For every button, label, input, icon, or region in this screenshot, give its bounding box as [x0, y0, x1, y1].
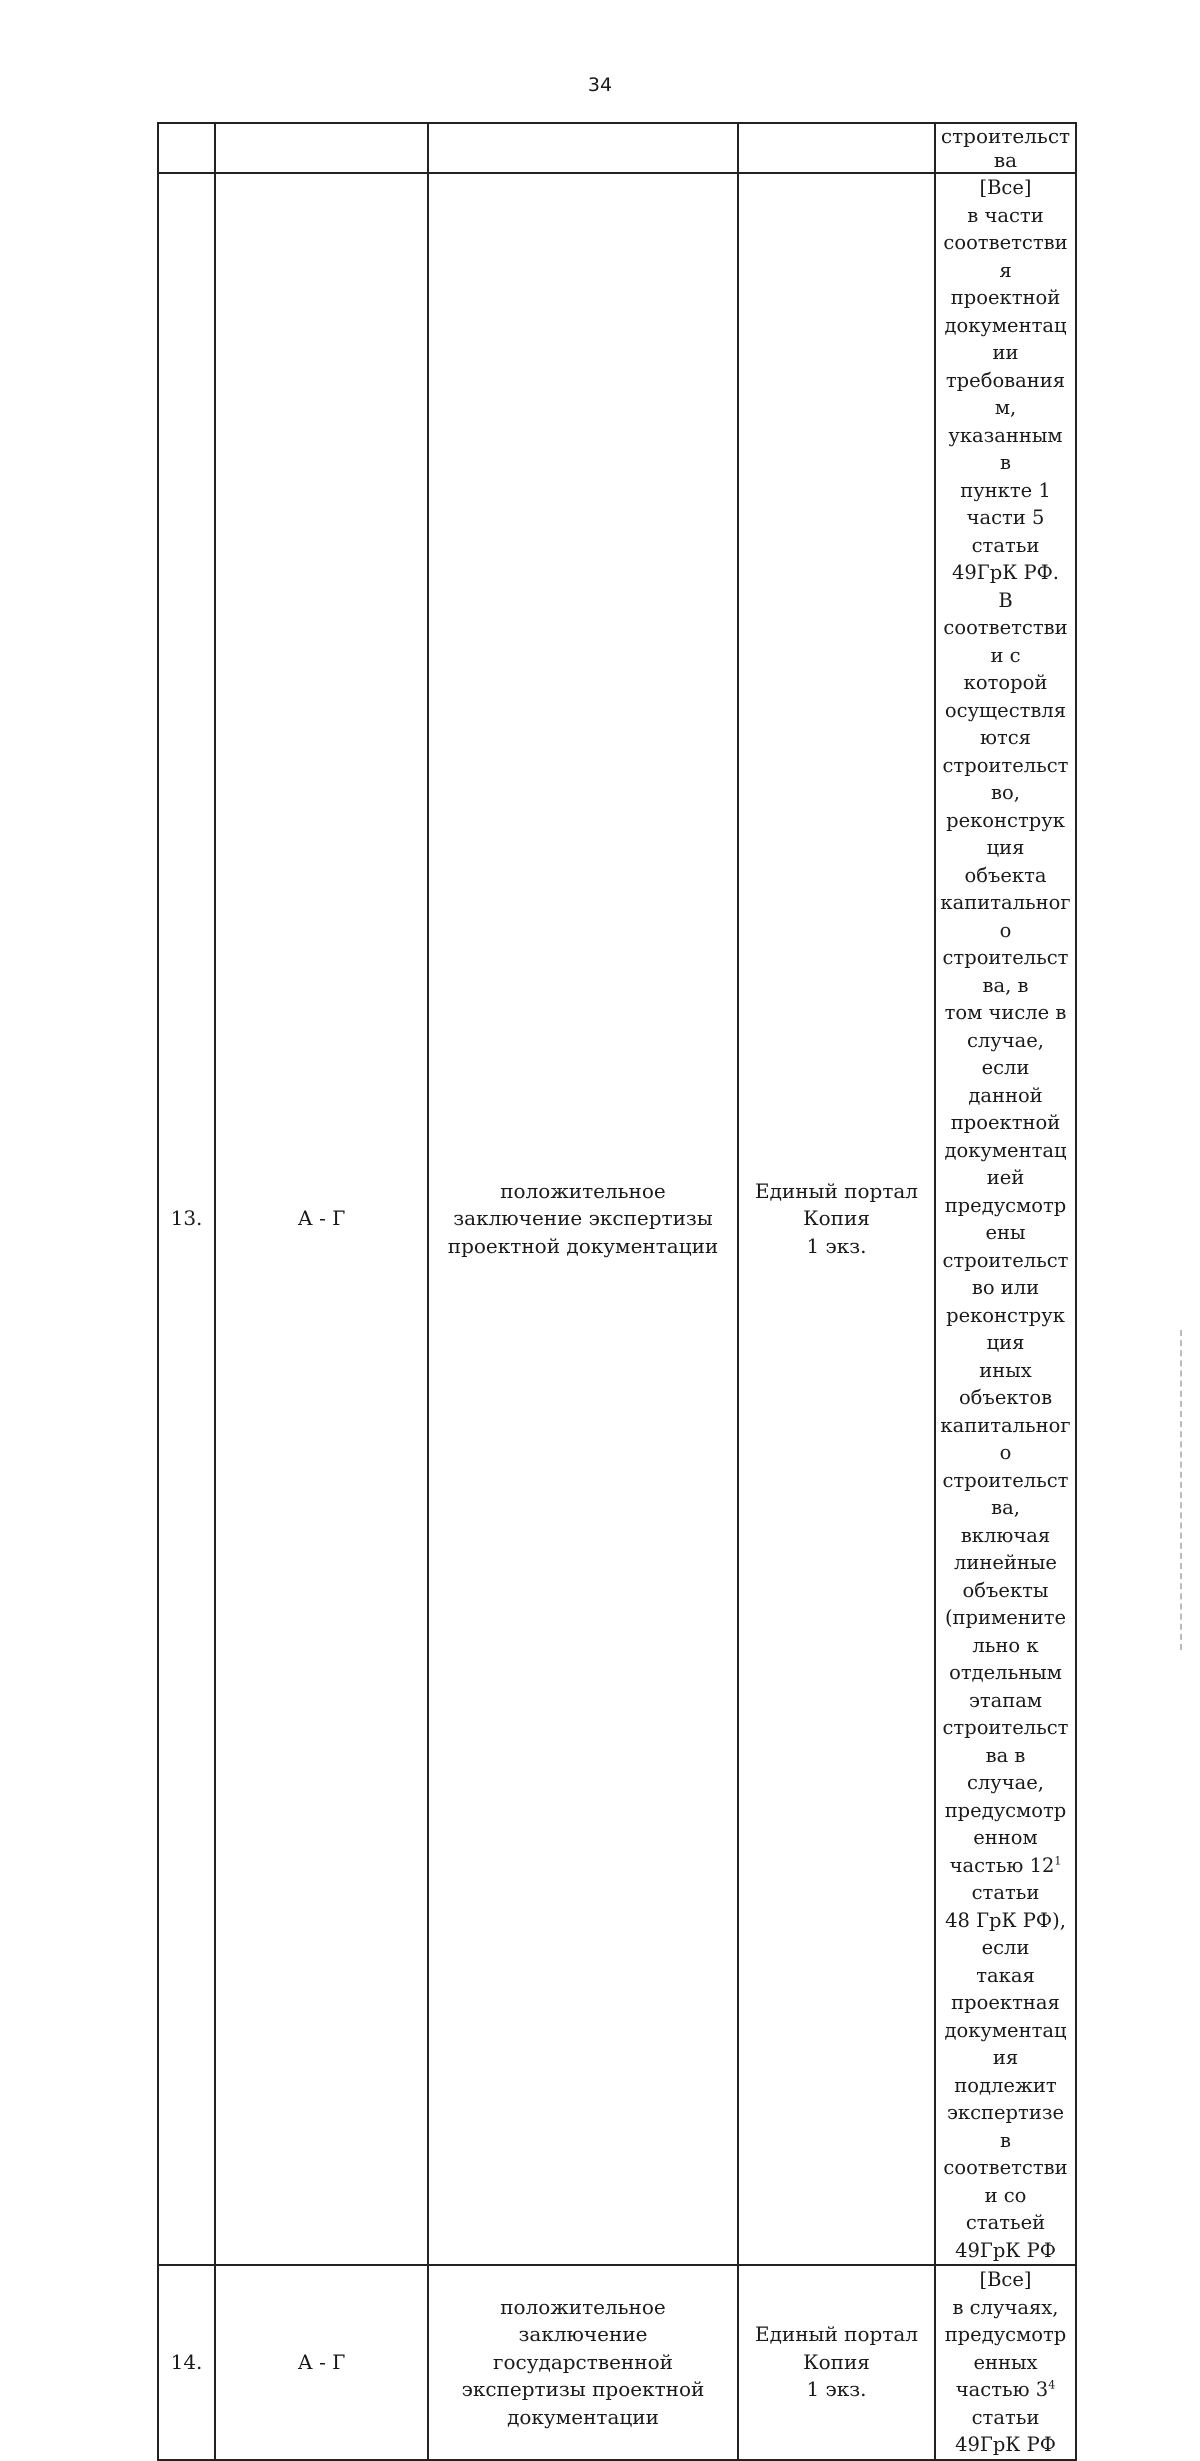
- submission-form: [738, 173, 935, 2265]
- table-row: [158, 173, 1076, 2265]
- conditions-text-part2: статьи 48 ГрК РФ), если такая проектная документация подлежит экспертизе в соответствии со статьей 49ГрК РФ: [943, 1881, 1068, 2262]
- submission-form: [738, 2265, 935, 2460]
- row-number: 14.: [158, 2265, 215, 2460]
- conditions-superscript: 4: [1048, 2378, 1056, 2392]
- conditions-text-part2: статьи 49ГрК РФ: [955, 2405, 1056, 2456]
- documents-table: [157, 122, 1077, 2461]
- conditions: [935, 2265, 1076, 2460]
- table-row-continued: [158, 123, 1076, 173]
- form-copies: 1 экз.: [806, 2377, 867, 2401]
- form-copies: 1 экз.: [806, 1233, 867, 1258]
- applicant-category: А - Г: [215, 173, 428, 2265]
- cell-document: [428, 123, 738, 173]
- conditions-text-part1: [Все] в случаях, предусмотренных частью 3: [944, 2268, 1067, 2401]
- page-number: 34: [587, 74, 613, 96]
- form-channel: Единый портал: [754, 1178, 919, 1203]
- conditions-text-part1: [Все] в части соответствия проектной документации требованиям, указанным в пункте 1 части 5 статьи 49ГрК РФ. В соответствии с которой осуществляются строительство, реконструкция объекта капитального строительства, в том числе в случае, если данной проектной документацией предусмотрены строительство или реконструкция иных объектов капитального строительства, включая линейные объекты (применительно к отдельным этапам строительства в случае, предусмотренном частью 12: [940, 176, 1071, 1877]
- cell-category: [215, 123, 428, 173]
- row-number: 13.: [158, 173, 215, 2265]
- form-channel: Единый портал: [754, 2322, 919, 2346]
- form-type: Копия: [803, 1206, 870, 1231]
- document-name: положительное заключение экспертизы проектной документации: [428, 173, 738, 2265]
- cell-num: [158, 123, 215, 173]
- cell-form: [738, 123, 935, 173]
- conditions: [935, 173, 1076, 2265]
- cell-conditions: строительства: [935, 123, 1076, 173]
- document-name: положительное заключение государственной экспертизы проектной документации: [428, 2265, 738, 2460]
- conditions-text: [940, 174, 1071, 2264]
- table-row: [158, 2265, 1076, 2460]
- applicant-category: А - Г: [215, 2265, 428, 2460]
- conditions-superscript: 1: [1054, 1854, 1062, 1867]
- conditions-text: [940, 2266, 1071, 2459]
- form-type: Копия: [803, 2349, 870, 2374]
- scan-edge-marks: [1180, 1330, 1186, 1650]
